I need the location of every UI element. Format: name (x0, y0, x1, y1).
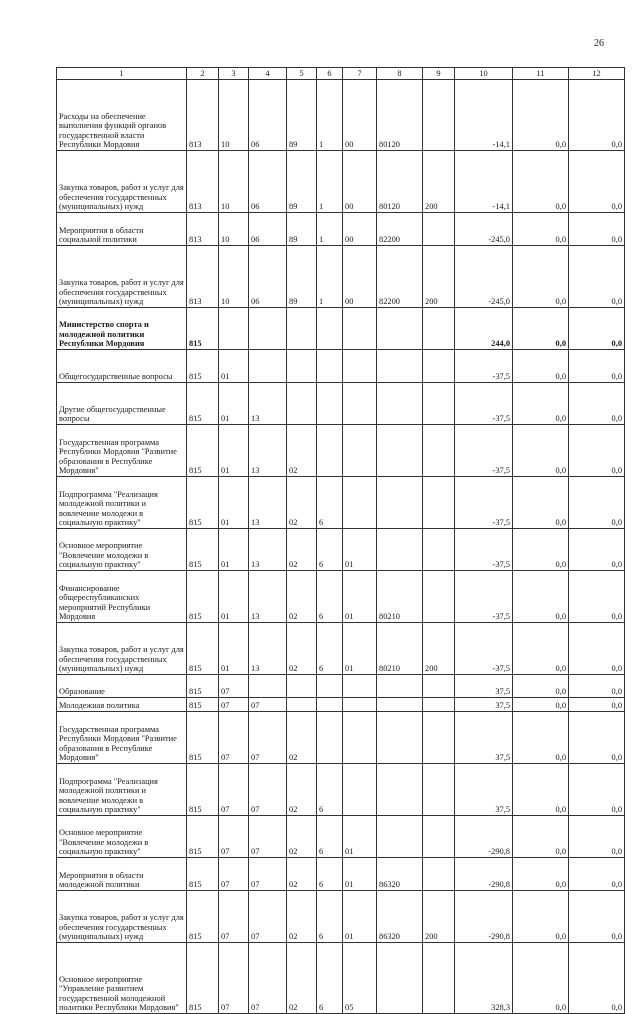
subsection-cell: 06 (249, 151, 287, 213)
row-name-cell: Министерство спорта и молодежной политики Республики Мордовия (57, 308, 187, 350)
admin-code-cell: 815 (187, 698, 219, 712)
admin-code-cell: 815 (187, 858, 219, 891)
subsection-cell (249, 308, 287, 350)
row-name-cell: Подпрограмма "Реализация молодежной политики и вовлечение молодежи в социальную практику" (57, 764, 187, 816)
row-name-cell: Закупка товаров, работ и услуг для обеспечения государственных (муниципальных) нужд (57, 151, 187, 213)
amount-cell: -245,0 (455, 246, 513, 308)
subprogram-cell (317, 675, 343, 698)
amount-cell: -14,1 (455, 151, 513, 213)
direction-cell (377, 477, 423, 529)
direction-cell: 80210 (377, 571, 423, 623)
direction-cell (377, 383, 423, 425)
table-row (57, 858, 625, 891)
expense-type-cell: 200 (423, 246, 455, 308)
section-cell: 07 (219, 712, 249, 764)
amount-year3-cell: 0,0 (569, 213, 625, 246)
subprogram-cell (317, 712, 343, 764)
event-cell: 01 (343, 816, 377, 858)
subprogram-cell (317, 425, 343, 477)
expense-type-cell (423, 698, 455, 712)
table-row (57, 764, 625, 816)
amount-year2-cell: 0,0 (513, 571, 569, 623)
event-cell: 01 (343, 891, 377, 943)
row-name-cell: Основное мероприятие "Вовлечение молодежи в социальную практику" (57, 529, 187, 571)
column-header: 5 (287, 68, 317, 80)
amount-cell: -37,5 (455, 425, 513, 477)
amount-year2-cell: 0,0 (513, 764, 569, 816)
event-cell: 00 (343, 80, 377, 151)
subsection-cell: 07 (249, 764, 287, 816)
event-cell (343, 675, 377, 698)
section-cell: 10 (219, 151, 249, 213)
row-name-cell: Расходы на обеспечение выполнения функций органов государственной власти Республики Мордовия (57, 80, 187, 151)
column-header: 10 (455, 68, 513, 80)
admin-code-cell: 813 (187, 213, 219, 246)
column-header: 4 (249, 68, 287, 80)
direction-cell (377, 816, 423, 858)
amount-cell: -290,8 (455, 816, 513, 858)
amount-year2-cell: 0,0 (513, 891, 569, 943)
section-cell: 07 (219, 816, 249, 858)
column-header: 3 (219, 68, 249, 80)
row-name-cell: Финансирование общереспубликанских мероприятий Республики Мордовия (57, 571, 187, 623)
table-row (57, 80, 625, 151)
expense-type-cell (423, 529, 455, 571)
subprogram-cell: 6 (317, 529, 343, 571)
row-name-cell: Мероприятия в области социальной политики (57, 213, 187, 246)
admin-code-cell: 815 (187, 891, 219, 943)
subsection-cell: 07 (249, 712, 287, 764)
event-cell (343, 712, 377, 764)
subsection-cell: 13 (249, 623, 287, 675)
program-cell (287, 675, 317, 698)
expense-type-cell (423, 764, 455, 816)
program-cell (287, 383, 317, 425)
amount-year3-cell: 0,0 (569, 891, 625, 943)
subsection-cell: 06 (249, 80, 287, 151)
amount-year2-cell: 0,0 (513, 246, 569, 308)
row-name-cell: Закупка товаров, работ и услуг для обеспечения государственных (муниципальных) нужд (57, 246, 187, 308)
expense-type-cell: 200 (423, 891, 455, 943)
subprogram-cell: 6 (317, 858, 343, 891)
page-number: 26 (594, 38, 604, 49)
column-header: 12 (569, 68, 625, 80)
admin-code-cell: 815 (187, 943, 219, 1014)
table-row (57, 943, 625, 1014)
table-row (57, 308, 625, 350)
subsection-cell (249, 350, 287, 383)
subprogram-cell: 6 (317, 623, 343, 675)
expense-type-cell (423, 308, 455, 350)
admin-code-cell: 815 (187, 350, 219, 383)
expense-type-cell (423, 943, 455, 1014)
amount-year2-cell: 0,0 (513, 943, 569, 1014)
section-cell: 07 (219, 764, 249, 816)
amount-year3-cell: 0,0 (569, 383, 625, 425)
event-cell: 01 (343, 529, 377, 571)
amount-year2-cell: 0,0 (513, 675, 569, 698)
subprogram-cell (317, 350, 343, 383)
amount-cell: -37,5 (455, 571, 513, 623)
program-cell: 02 (287, 623, 317, 675)
subprogram-cell: 6 (317, 764, 343, 816)
table-row (57, 712, 625, 764)
admin-code-cell: 815 (187, 623, 219, 675)
expense-type-cell (423, 213, 455, 246)
amount-cell: -37,5 (455, 383, 513, 425)
direction-cell (377, 675, 423, 698)
direction-cell (377, 764, 423, 816)
section-cell: 01 (219, 350, 249, 383)
section-cell: 01 (219, 383, 249, 425)
program-cell: 89 (287, 80, 317, 151)
program-cell: 89 (287, 246, 317, 308)
direction-cell: 80210 (377, 623, 423, 675)
subsection-cell: 13 (249, 477, 287, 529)
subprogram-cell: 6 (317, 816, 343, 858)
amount-cell: -37,5 (455, 350, 513, 383)
admin-code-cell: 815 (187, 425, 219, 477)
row-name-cell: Государственная программа Республики Мордовия "Развитие образования в Республике Мордовия" (57, 712, 187, 764)
section-cell: 07 (219, 858, 249, 891)
amount-year2-cell: 0,0 (513, 80, 569, 151)
amount-year3-cell: 0,0 (569, 816, 625, 858)
column-header: 9 (423, 68, 455, 80)
subprogram-cell: 1 (317, 80, 343, 151)
amount-year3-cell: 0,0 (569, 712, 625, 764)
program-cell: 02 (287, 891, 317, 943)
section-cell (219, 308, 249, 350)
subprogram-cell: 1 (317, 213, 343, 246)
event-cell: 00 (343, 213, 377, 246)
amount-year3-cell: 0,0 (569, 698, 625, 712)
subprogram-cell: 1 (317, 151, 343, 213)
admin-code-cell: 815 (187, 383, 219, 425)
row-name-cell: Государственная программа Республики Мордовия "Развитие образования в Республике Мордовия" (57, 425, 187, 477)
expense-type-cell (423, 858, 455, 891)
header-row (57, 68, 625, 80)
amount-year3-cell: 0,0 (569, 477, 625, 529)
section-cell: 01 (219, 529, 249, 571)
amount-year2-cell: 0,0 (513, 383, 569, 425)
subsection-cell (249, 675, 287, 698)
amount-year3-cell: 0,0 (569, 858, 625, 891)
expense-type-cell: 200 (423, 151, 455, 213)
amount-year3-cell: 0,0 (569, 943, 625, 1014)
section-cell: 10 (219, 80, 249, 151)
row-name-cell: Мероприятия в области молодежной политики (57, 858, 187, 891)
event-cell (343, 698, 377, 712)
expense-type-cell (423, 425, 455, 477)
subprogram-cell (317, 383, 343, 425)
admin-code-cell: 815 (187, 571, 219, 623)
amount-year3-cell: 0,0 (569, 571, 625, 623)
table-row (57, 675, 625, 698)
amount-year3-cell: 0,0 (569, 764, 625, 816)
subprogram-cell (317, 308, 343, 350)
table-row (57, 477, 625, 529)
subprogram-cell: 1 (317, 246, 343, 308)
amount-year3-cell: 0,0 (569, 350, 625, 383)
event-cell: 00 (343, 151, 377, 213)
column-header: 11 (513, 68, 569, 80)
row-name-cell: Основное мероприятие "Вовлечение молодежи в социальную практику" (57, 816, 187, 858)
amount-year2-cell: 0,0 (513, 698, 569, 712)
section-cell: 01 (219, 477, 249, 529)
table-row (57, 425, 625, 477)
program-cell (287, 350, 317, 383)
amount-year2-cell: 0,0 (513, 712, 569, 764)
event-cell: 00 (343, 246, 377, 308)
amount-cell: -290,8 (455, 891, 513, 943)
direction-cell (377, 308, 423, 350)
amount-cell: -290,8 (455, 858, 513, 891)
column-header: 2 (187, 68, 219, 80)
subsection-cell: 13 (249, 383, 287, 425)
subsection-cell: 07 (249, 891, 287, 943)
amount-cell: 244,0 (455, 308, 513, 350)
program-cell: 02 (287, 764, 317, 816)
direction-cell: 86320 (377, 891, 423, 943)
event-cell (343, 383, 377, 425)
subsection-cell: 07 (249, 698, 287, 712)
event-cell (343, 425, 377, 477)
expense-type-cell (423, 675, 455, 698)
subsection-cell: 06 (249, 246, 287, 308)
row-name-cell: Другие общегосударственные вопросы (57, 383, 187, 425)
amount-cell: -37,5 (455, 529, 513, 571)
section-cell: 07 (219, 675, 249, 698)
expense-type-cell: 200 (423, 623, 455, 675)
direction-cell: 86320 (377, 858, 423, 891)
section-cell: 10 (219, 213, 249, 246)
amount-year3-cell: 0,0 (569, 529, 625, 571)
direction-cell: 80120 (377, 151, 423, 213)
section-cell: 07 (219, 891, 249, 943)
direction-cell: 80120 (377, 80, 423, 151)
subsection-cell: 07 (249, 858, 287, 891)
direction-cell (377, 698, 423, 712)
admin-code-cell: 815 (187, 764, 219, 816)
expense-type-cell (423, 477, 455, 529)
event-cell: 01 (343, 623, 377, 675)
subsection-cell: 13 (249, 529, 287, 571)
event-cell (343, 477, 377, 529)
direction-cell (377, 350, 423, 383)
amount-cell: -37,5 (455, 477, 513, 529)
subprogram-cell: 6 (317, 571, 343, 623)
row-name-cell: Образование (57, 675, 187, 698)
table-row (57, 623, 625, 675)
program-cell: 89 (287, 213, 317, 246)
section-cell: 01 (219, 571, 249, 623)
event-cell (343, 350, 377, 383)
amount-year2-cell: 0,0 (513, 308, 569, 350)
subprogram-cell: 6 (317, 943, 343, 1014)
event-cell: 01 (343, 858, 377, 891)
direction-cell (377, 943, 423, 1014)
admin-code-cell: 815 (187, 477, 219, 529)
subprogram-cell (317, 698, 343, 712)
subsection-cell: 07 (249, 943, 287, 1014)
subprogram-cell: 6 (317, 891, 343, 943)
amount-year2-cell: 0,0 (513, 477, 569, 529)
amount-cell: -245,0 (455, 213, 513, 246)
column-header: 1 (57, 68, 187, 80)
direction-cell (377, 712, 423, 764)
subsection-cell: 07 (249, 816, 287, 858)
expense-type-cell (423, 712, 455, 764)
amount-year2-cell: 0,0 (513, 425, 569, 477)
direction-cell (377, 425, 423, 477)
amount-year3-cell: 0,0 (569, 151, 625, 213)
amount-cell: 328,3 (455, 943, 513, 1014)
table-row (57, 816, 625, 858)
direction-cell (377, 529, 423, 571)
table-row (57, 350, 625, 383)
program-cell (287, 308, 317, 350)
table-row (57, 529, 625, 571)
program-cell: 02 (287, 712, 317, 764)
amount-year2-cell: 0,0 (513, 151, 569, 213)
expense-type-cell (423, 350, 455, 383)
subsection-cell: 13 (249, 425, 287, 477)
event-cell (343, 308, 377, 350)
amount-year3-cell: 0,0 (569, 623, 625, 675)
program-cell: 02 (287, 816, 317, 858)
expense-type-cell (423, 571, 455, 623)
table-row (57, 246, 625, 308)
column-header: 7 (343, 68, 377, 80)
amount-cell: 37,5 (455, 764, 513, 816)
admin-code-cell: 815 (187, 308, 219, 350)
program-cell: 02 (287, 571, 317, 623)
row-name-cell: Общегосударственные вопросы (57, 350, 187, 383)
direction-cell: 82200 (377, 246, 423, 308)
expense-type-cell (423, 80, 455, 151)
section-cell: 10 (219, 246, 249, 308)
section-cell: 01 (219, 425, 249, 477)
event-cell: 05 (343, 943, 377, 1014)
amount-year3-cell: 0,0 (569, 80, 625, 151)
amount-year3-cell: 0,0 (569, 425, 625, 477)
section-cell: 07 (219, 698, 249, 712)
amount-cell: 37,5 (455, 712, 513, 764)
table-row (57, 213, 625, 246)
amount-year2-cell: 0,0 (513, 350, 569, 383)
program-cell: 02 (287, 477, 317, 529)
event-cell: 01 (343, 571, 377, 623)
column-header: 6 (317, 68, 343, 80)
direction-cell: 82200 (377, 213, 423, 246)
amount-year2-cell: 0,0 (513, 213, 569, 246)
table-row (57, 151, 625, 213)
section-cell: 01 (219, 623, 249, 675)
row-name-cell: Закупка товаров, работ и услуг для обеспечения государственных (муниципальных) нужд (57, 623, 187, 675)
amount-year3-cell: 0,0 (569, 675, 625, 698)
program-cell: 02 (287, 943, 317, 1014)
amount-cell: -14,1 (455, 80, 513, 151)
amount-year2-cell: 0,0 (513, 858, 569, 891)
expense-type-cell (423, 383, 455, 425)
program-cell (287, 698, 317, 712)
event-cell (343, 764, 377, 816)
amount-year2-cell: 0,0 (513, 623, 569, 675)
section-cell: 07 (219, 943, 249, 1014)
admin-code-cell: 813 (187, 246, 219, 308)
expense-type-cell (423, 816, 455, 858)
row-name-cell: Молодежная политика (57, 698, 187, 712)
program-cell: 02 (287, 858, 317, 891)
subsection-cell: 06 (249, 213, 287, 246)
admin-code-cell: 815 (187, 712, 219, 764)
subsection-cell: 13 (249, 571, 287, 623)
amount-cell: 37,5 (455, 698, 513, 712)
admin-code-cell: 815 (187, 529, 219, 571)
amount-year2-cell: 0,0 (513, 816, 569, 858)
row-name-cell: Подпрограмма "Реализация молодежной политики и вовлечение молодежи в социальную практику" (57, 477, 187, 529)
amount-year3-cell: 0,0 (569, 246, 625, 308)
table-row (57, 383, 625, 425)
amount-cell: -37,5 (455, 623, 513, 675)
table-row (57, 571, 625, 623)
table-row (57, 698, 625, 712)
admin-code-cell: 813 (187, 151, 219, 213)
budget-table (56, 67, 625, 1014)
amount-year3-cell: 0,0 (569, 308, 625, 350)
column-header: 8 (377, 68, 423, 80)
program-cell: 89 (287, 151, 317, 213)
admin-code-cell: 815 (187, 675, 219, 698)
row-name-cell: Основное мероприятие "Управление развитием государственной молодежной политики Республики Мордовия" (57, 943, 187, 1014)
amount-cell: 37,5 (455, 675, 513, 698)
amount-year2-cell: 0,0 (513, 529, 569, 571)
program-cell: 02 (287, 529, 317, 571)
program-cell: 02 (287, 425, 317, 477)
table-row (57, 891, 625, 943)
admin-code-cell: 813 (187, 80, 219, 151)
subprogram-cell: 6 (317, 477, 343, 529)
admin-code-cell: 815 (187, 816, 219, 858)
row-name-cell: Закупка товаров, работ и услуг для обеспечения государственных (муниципальных) нужд (57, 891, 187, 943)
